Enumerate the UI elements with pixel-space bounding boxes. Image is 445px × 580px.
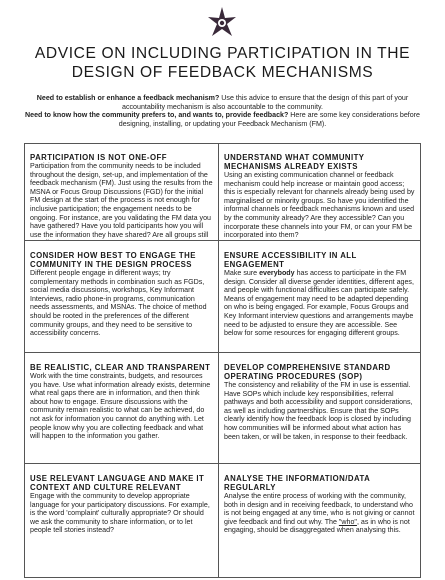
intro-text: [22, 94, 423, 128]
advice-card-analyse: [219, 464, 420, 577]
card-body-end: has access to participate in the FM design. Consider all diverse gender identities, different ages, and people with functional difficulties can participate safely. Means of engagement may need to be adapted depending on who is being engaged. For example, Focus Groups and Key Informant interview questions and arrangements maybe need to be adjusted to ensure they are accessible. See below for some resources for engaging different groups.: [224, 269, 414, 338]
card-body: Different people engage in different ways; try complementary methods in combination such as FGDs, social media discussions, workshops, Key Informant Interviews, radio phone-in programs, communication needs assessments, and MSNAs. The choice of method should be rooted in the preferences of the different community groups, and they need to be sensitive to accessibility concerns.: [30, 269, 207, 338]
card-body-emphasis: everybody: [259, 269, 295, 277]
card-body-underlined: "who": [338, 517, 357, 526]
card-body-end: , as in who is not engaging, should be disaggregated when analysing this.: [224, 517, 410, 535]
advice-card-engage-community: [25, 241, 219, 353]
card-body: Work with the time constraints, budgets, and resources you have. Use what information already exists, determine what real gaps there are in information, and then think about how to engage. Ensure discussions with the community remain realistic to what can be achieved, do not ask for information you cannot do anything with. Let people know why you are collecting feedback and what will happen to the information you gather.: [30, 372, 211, 441]
card-heading: UNDERSTAND WHAT COMMUNITY MECHANISMS ALREADY EXISTS: [224, 153, 365, 171]
intro-answer-1: Use this advice to ensure that the design of this part of your accountability mechanism is also accountable to the community.: [122, 94, 409, 111]
card-heading: CONSIDER HOW BEST TO ENGAGE THE COMMUNITY IN THE DESIGN PROCESS: [30, 251, 196, 269]
advice-card-participation: [25, 144, 219, 241]
card-body: Engage with the community to develop appropriate language for your participatory discussions. For example, is the word 'complaint' culturally appropriate? Or should we ask the community to share information, or to let people tell stories instead?: [30, 492, 210, 535]
card-heading: DEVELOP COMPREHENSIVE STANDARD OPERATING PROCEDURES (SOP): [224, 363, 391, 381]
intro-question-2: Need to know how the community prefers to, and wants to, provide feedback?: [25, 111, 289, 119]
card-body: [224, 269, 416, 338]
intro-question-1: Need to establish or enhance a feedback mechanism?: [36, 94, 220, 102]
card-body: Using an existing communication channel or feedback mechanism could help increase or maintain good access; this is especially relevant for channels already being used by marginalised or minority groups. So have you identified the informal channels or feedback mechanisms known and used by the community already? Are they accessible? Can you incorporate these channels into your FM, or can your FM be incorporated into them?: [224, 171, 415, 240]
card-body: Participation from the community needs to be included throughout the design, set-up, and implementation of the feedback mechanism (FM). Just using the results from the MSNA or Focus Group Discussions (FGD) for the initial FM design at the start of the process is not enough for inclusive participation; the engagement needs to be ongoing. For instance, are you validating the FM data you have gathered? Have you told participants how you will use the information they have shared? Are all groups still: [30, 162, 213, 239]
intro-paragraph-1: [22, 94, 423, 111]
advice-card-existing-mechanisms: [219, 144, 420, 241]
intro-answer-2: Here are some key considerations before designing, installing, or updating your Feedback Mechanism (FM).: [118, 111, 420, 128]
star-emblem-icon: [205, 6, 239, 40]
card-body: The consistency and reliability of the FM in use is essential. Have SOPs which include key responsibilities, referral pathways and both accessibility and support considerations, as well as including partnerships. Ensure that the SOPs clearly identify how the feedback loop is closed by including how communities will be informed about what action has been taken, or will be taken, in response to their feedback.: [224, 381, 413, 441]
card-body-start: Make sure: [224, 269, 260, 277]
page-title: [0, 44, 445, 82]
card-heading: ENSURE ACCESSIBILITY IN ALL ENGAGEMENT: [224, 251, 357, 269]
advice-grid: [24, 143, 421, 578]
title-line-1: ADVICE ON INCLUDING PARTICIPATION IN THE: [34, 45, 411, 62]
advice-card-accessibility: [219, 241, 420, 353]
intro-paragraph-2: [22, 111, 423, 128]
title-line-2: DESIGN OF FEEDBACK MECHANISMS: [71, 64, 374, 81]
card-heading: BE REALISTIC, CLEAR AND TRANSPARENT: [30, 363, 211, 372]
card-heading: USE RELEVANT LANGUAGE AND MAKE IT CONTEXT AND CULTURE RELEVANT: [30, 474, 205, 492]
card-heading: ANALYSE THE INFORMATION/DATA REGULARLY: [224, 474, 370, 492]
advice-card-sop: [219, 353, 420, 464]
card-heading: PARTICIPATION IS NOT ONE-OFF: [30, 153, 167, 162]
card-body: [224, 492, 416, 535]
card-body-start: Analyse the entire process of working with the community, both in design and in receiving feedback, to understand who is not being engaged at any time, who is not giving or cannot give feedback and find out why. The: [224, 492, 415, 526]
advice-card-realistic: [25, 353, 219, 464]
advice-card-language: [25, 464, 219, 577]
